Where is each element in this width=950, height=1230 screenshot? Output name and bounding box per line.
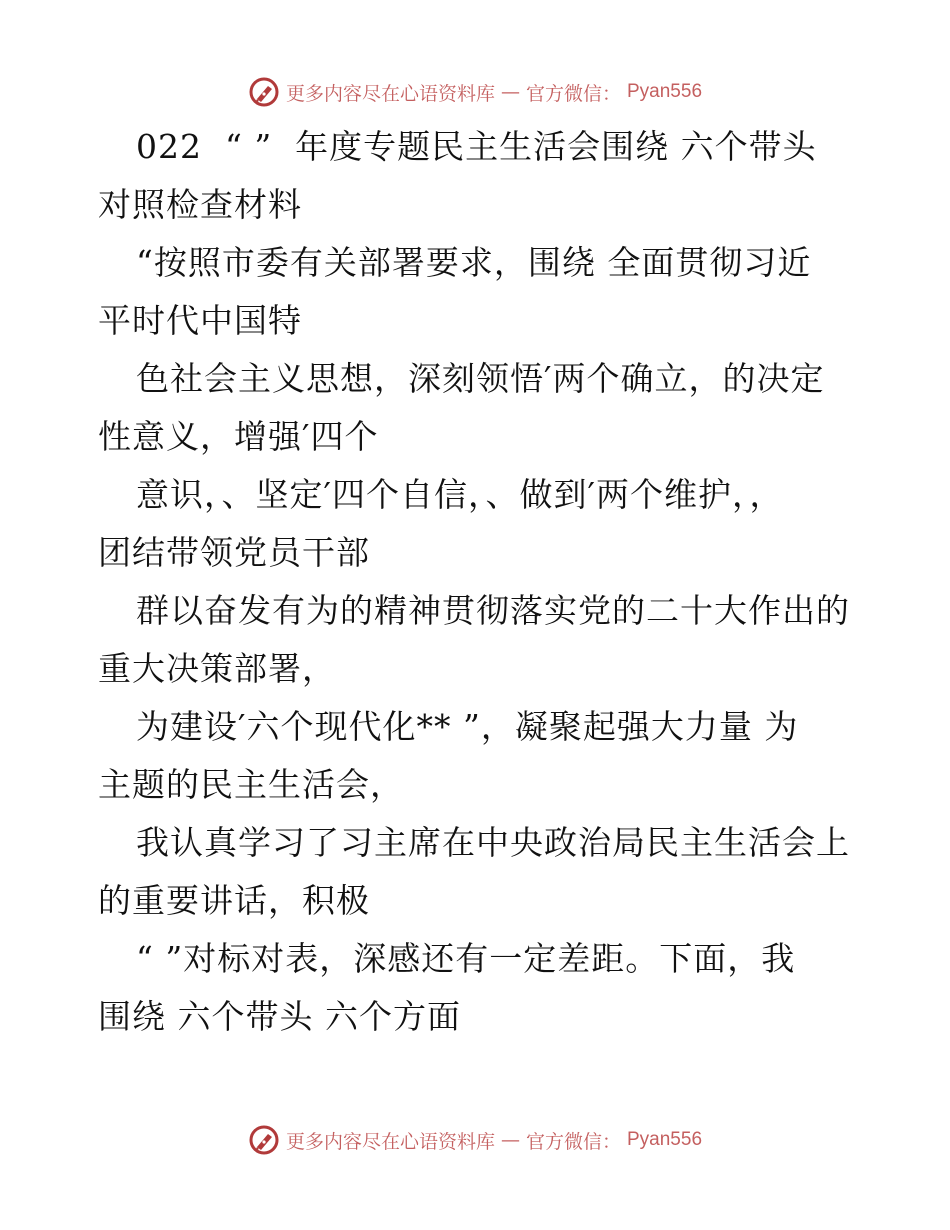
text-line: 色社会主义思想，深刻领悟′两个确立，的决定 [136,359,825,398]
watermark-separator: — [500,1129,520,1151]
text-line: 群以奋发有为的精神贯彻落实党的二十大作出的 [136,591,850,630]
watermark-label: 官方微信： [525,1130,621,1153]
pen-nib-logo-icon [248,1124,280,1156]
document-body [98,118,858,1046]
text-line: 022 “ ” 年度专题民主生活会围绕 六个带头 [136,127,817,166]
text-line: 我认真学习了习主席在中央政治局民主生活会上 [136,823,850,862]
watermark-separator: — [500,81,520,103]
text-line: 为建设′六个现代化** ”，凝聚起强大力量 为 [136,707,799,746]
watermark-id: Pyan556 [627,81,703,102]
header-watermark [0,72,950,112]
text-line: 平时代中国特 [98,301,302,340]
text-line: 主题的民主生活会， [98,765,404,804]
text-line: “按照市委有关部署要求，围绕 全面贯彻习近 [136,243,812,282]
footer-watermark [0,1120,950,1160]
text-line: 性意义，增强′四个 [98,417,379,456]
text-line: 的重要讲话，积极 [98,881,370,920]
watermark-site-text: 更多内容尽在心语资料库 [285,82,495,105]
text-line: 团结带领党员干部 [98,533,370,572]
text-line: 重大决策部署， [98,649,336,688]
text-line: 围绕 六个带头 六个方面 [98,997,461,1036]
text-line: 对照检查材料 [98,185,302,224]
text-line: 意识，、坚定′四个自信，、做到′两个维护，， [136,475,784,514]
watermark-site-text: 更多内容尽在心语资料库 [285,1130,495,1153]
pen-nib-logo-icon [248,76,280,108]
watermark-id: Pyan556 [627,1129,703,1150]
watermark-label: 官方微信： [525,82,621,105]
text-line: “ ”对标对表，深感还有一定差距。下面，我 [136,939,796,978]
